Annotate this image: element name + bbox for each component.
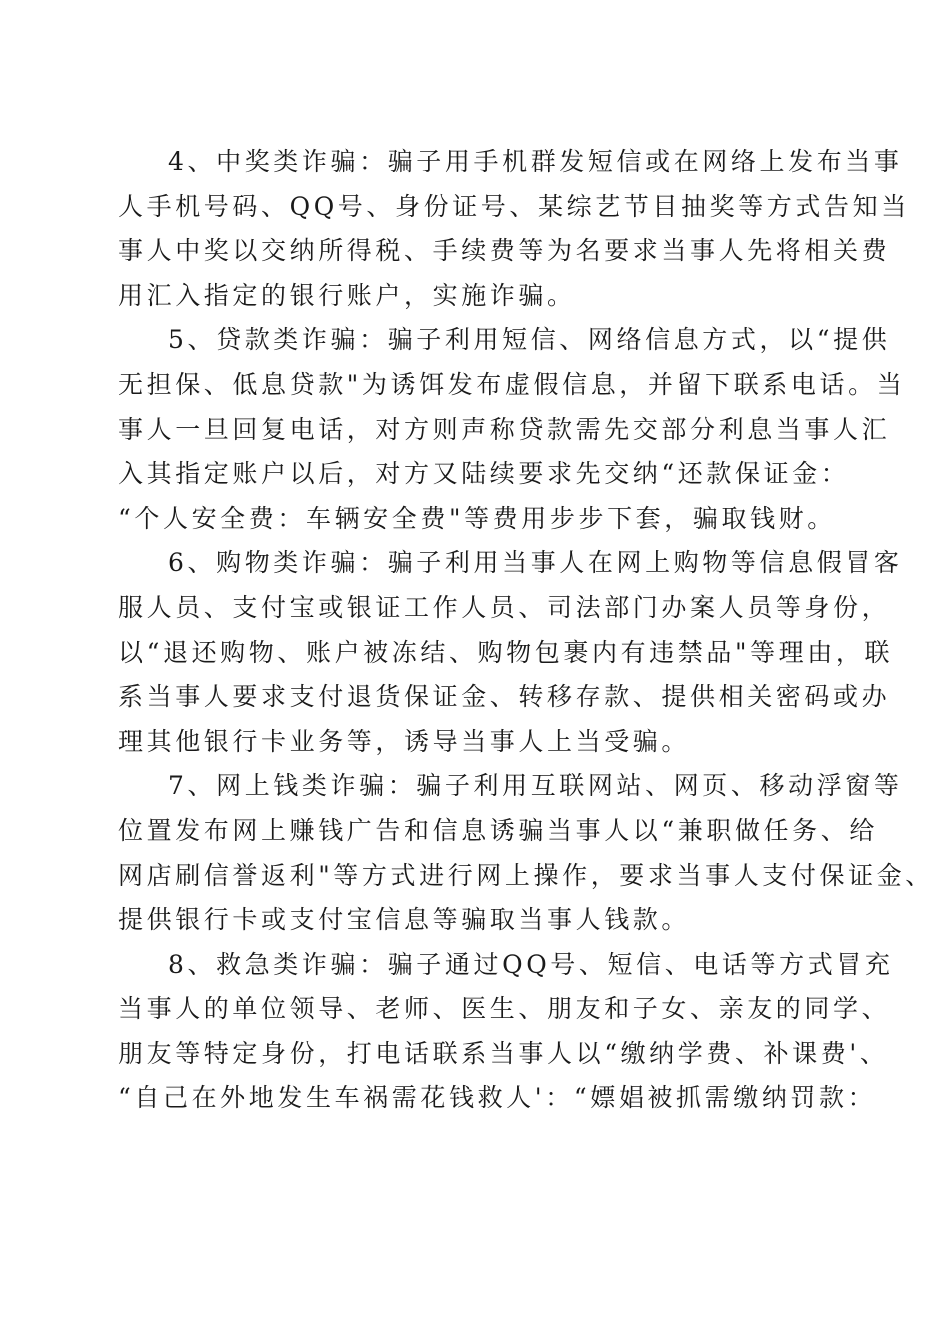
paragraph-shopping-fraud [118, 541, 903, 764]
text-line: 网店刷信誉返利"等方式进行网上操作，要求当事人支付保证金、 [118, 860, 934, 890]
text-line: “个人安全费：车辆安全费"等费用步步下套，骗取钱财。 [118, 503, 836, 533]
text-line: 朋友等特定身份，打电话联系当事人以“缴纳学费、补课费'、 [118, 1038, 889, 1068]
text-line: 入其指定账户以后，对方又陆续要求先交纳“还款保证金： [118, 459, 850, 489]
paragraph-lottery-fraud [118, 140, 910, 318]
text-line: 用汇入指定的银行账户，实施诈骗。 [118, 280, 576, 310]
text-line: 4、中奖类诈骗：骗子用手机群发短信或在网络上发布当事 [168, 147, 903, 176]
text-line: 6、购物类诈骗：骗子利用当事人在网上购物等信息假冒客 [168, 548, 903, 578]
text-line: 当事人的单位领导、老师、医生、朋友和子女、亲友的同学、 [118, 994, 891, 1024]
paragraph-online-money-fraud [118, 764, 934, 942]
text-line: 事人中奖以交纳所得税、手续费等为名要求当事人先将相关费 [118, 236, 891, 266]
text-line: 7、网上钱类诈骗：骗子利用互联网站、网页、移动浮窗等 [168, 771, 903, 801]
text-line: 系当事人要求支付退货保证金、转移存款、提供相关密码或办 [118, 682, 891, 712]
text-line: “自己在外地发生车祸需花钱救人'：“嫖娼被抓需缴纳罚款： [118, 1083, 877, 1113]
text-line: 以“退还购物、账户被冻结、购物包裹内有违禁品"等理由，联 [118, 637, 894, 667]
text-line: 8、救急类诈骗：骗子通过QQ号、短信、电话等方式冒充 [168, 949, 894, 979]
text-line: 5、贷款类诈骗：骗子利用短信、网络信息方式，以“提供 [168, 325, 891, 355]
text-line: 提供银行卡或支付宝信息等骗取当事人钱款。 [118, 905, 691, 935]
text-line: 位置发布网上赚钱广告和信息诱骗当事人以“兼职做任务、给 [118, 815, 878, 845]
text-line: 人手机号码、QQ号、身份证号、某综艺节目抽奖等方式告知当 [118, 191, 910, 221]
text-line: 无担保、低息贷款"为诱饵发布虚假信息，并留下联系电话。当 [118, 369, 906, 399]
paragraph-loan-fraud [118, 318, 906, 541]
document-body [118, 140, 934, 1121]
paragraph-emergency-fraud [118, 943, 894, 1121]
text-line: 服人员、支付宝或银证工作人员、司法部门办案人员等身份， [118, 592, 891, 622]
text-line: 事人一旦回复电话，对方则声称贷款需先交部分利息当事人汇 [118, 414, 891, 444]
text-line: 理其他银行卡业务等，诱导当事人上当受骗。 [118, 726, 691, 756]
